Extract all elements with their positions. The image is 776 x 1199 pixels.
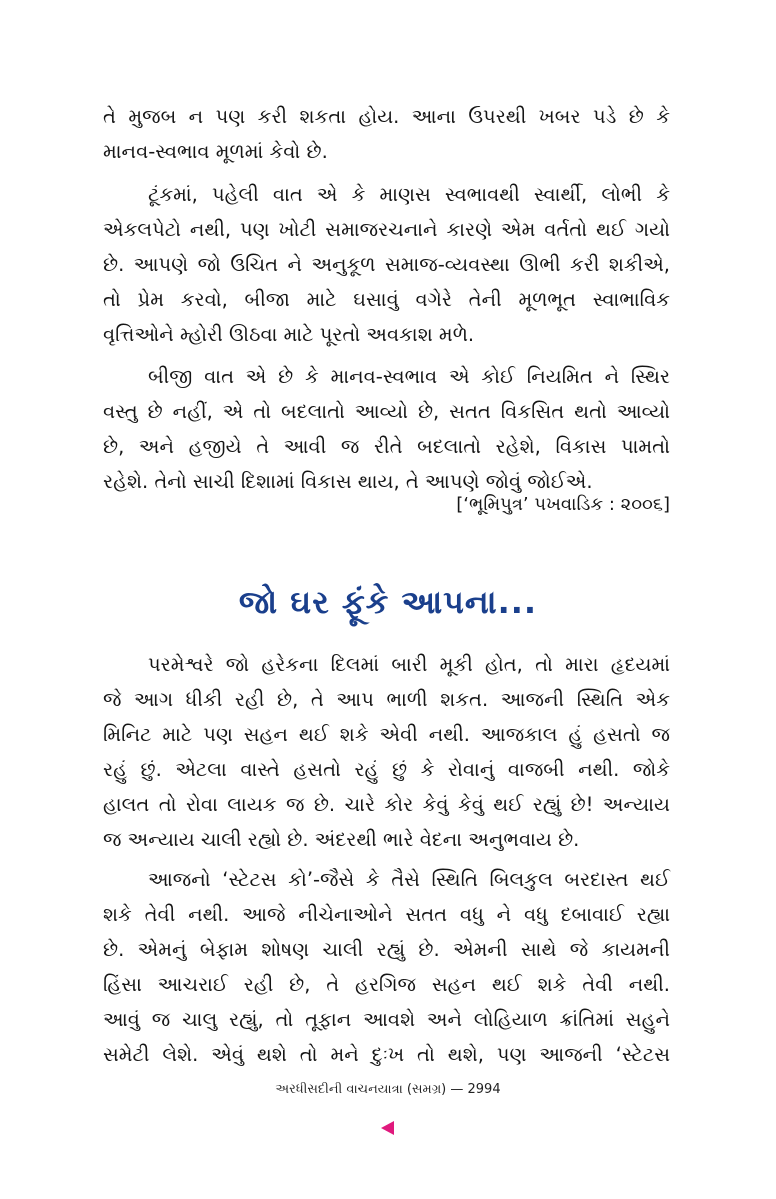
- text-line: હાલત તો રોવા લાયક જ છે. ચારે કોર કેવું કેવું થઈ રહ્યું છે! અન્યાય: [103, 793, 670, 816]
- text-line: પરમેશ્વરે જો હરેકના દિલમાં બારી મૂકી હોત, તો મારા હૃદયમાં: [148, 653, 670, 676]
- text-line: જે આગ ધીકી રહી છે, તે આપ ભાળી શકત. આજની સ્થિતિ એક: [103, 688, 670, 711]
- text-line: વસ્તુ છે નહીં, એ તો બદલાતો આવ્યો છે, સતત વિકસિત થતો આવ્યો: [103, 400, 670, 423]
- text-line: રહેશે. તેનો સાચી દિશામાં વિકાસ થાય, તે આપણે જોવું જોઈએ.: [103, 470, 593, 493]
- text-line: છે. આપણે જો ઉચિત ને અનુકૂળ સમાજ-વ્યવસ્થા ઊભી કરી શકીએ,: [103, 253, 670, 276]
- text-line: આવું જ ચાલુ રહ્યું, તો તૂફાન આવશે અને લોહિયાળ ક્રાંતિમાં સહુને: [103, 1008, 670, 1031]
- page-footer: અરધીસદીની વાચનયાત્રા (સમગ્ર) — 2994: [275, 1082, 501, 1097]
- text-line: જ અન્યાય ચાલી રહ્યો છે. અંદરથી ભારે વેદના અનુભવાય છે.: [103, 828, 580, 851]
- left-triangle-icon[interactable]: [381, 1121, 394, 1135]
- text-line: રહું છું. એટલા વાસ્તે હસતો રહું છું કે રોવાનું વાજબી નથી. જોકે: [103, 758, 670, 781]
- text-line: બીજી વાત એ છે કે માનવ-સ્વભાવ એ કોઈ નિયમિત ને સ્થિર: [148, 365, 670, 388]
- text-line: ટૂંકમાં, પહેલી વાત એ કે માણસ સ્વભાવથી સ્વાર્થી, લોભી કે: [148, 183, 670, 206]
- source-citation: [‘ભૂમિપુત્ર’ પખવાડિક : ૨૦૦૬]: [456, 494, 670, 515]
- text-line: માનવ-સ્વભાવ મૂળમાં કેવો છે.: [103, 140, 328, 163]
- text-line: મિનિટ માટે પણ સહન થઈ શકે એવી નથી. આજકાલ હું હસતો જ: [103, 723, 670, 746]
- text-line: છે, અને હજીયે તે આવી જ રીતે બદલાતો રહેશે, વિકાસ પામતો: [103, 435, 670, 458]
- text-line: આજનો ‘સ્ટેટસ કો’-જૈસે કે તૈસે સ્થિતિ બિલકુલ બરદાસ્ત થઈ: [148, 868, 670, 891]
- text-line: વૃત્તિઓને મ્હોરી ઊઠવા માટે પૂરતો અવકાશ મળે.: [103, 323, 475, 346]
- text-line: એકલપેટો નથી, પણ ખોટી સમાજરચનાને કારણે એમ વર્તતો થઈ ગયો: [103, 218, 670, 241]
- text-line: છે. એમનું બેફામ શોષણ ચાલી રહ્યું છે. એમની સાથે જે કાયમની: [103, 938, 670, 961]
- text-line: હિંસા આચરાઈ રહી છે, તે હરગિજ સહન થઈ શકે તેવી નથી.: [103, 973, 670, 996]
- text-line: તે મુજબ ન પણ કરી શકતા હોય. આના ઉપરથી ખબર પડે છે કે: [103, 105, 670, 128]
- text-line: સમેટી લેશે. એવું થશે તો મને દુઃખ તો થશે, પણ આજની ‘સ્ટેટસ: [103, 1043, 670, 1066]
- article-title: જો ઘર ફૂંકે આપના...: [238, 583, 538, 621]
- text-line: શકે તેવી નથી. આજે નીચેનાઓને સતત વધુ ને વધુ દબાવાઈ રહ્યા: [103, 903, 670, 926]
- text-line: તો પ્રેમ કરવો, બીજા માટે ઘસાવું વગેરે તેની મૂળભૂત સ્વાભાવિક: [103, 288, 670, 311]
